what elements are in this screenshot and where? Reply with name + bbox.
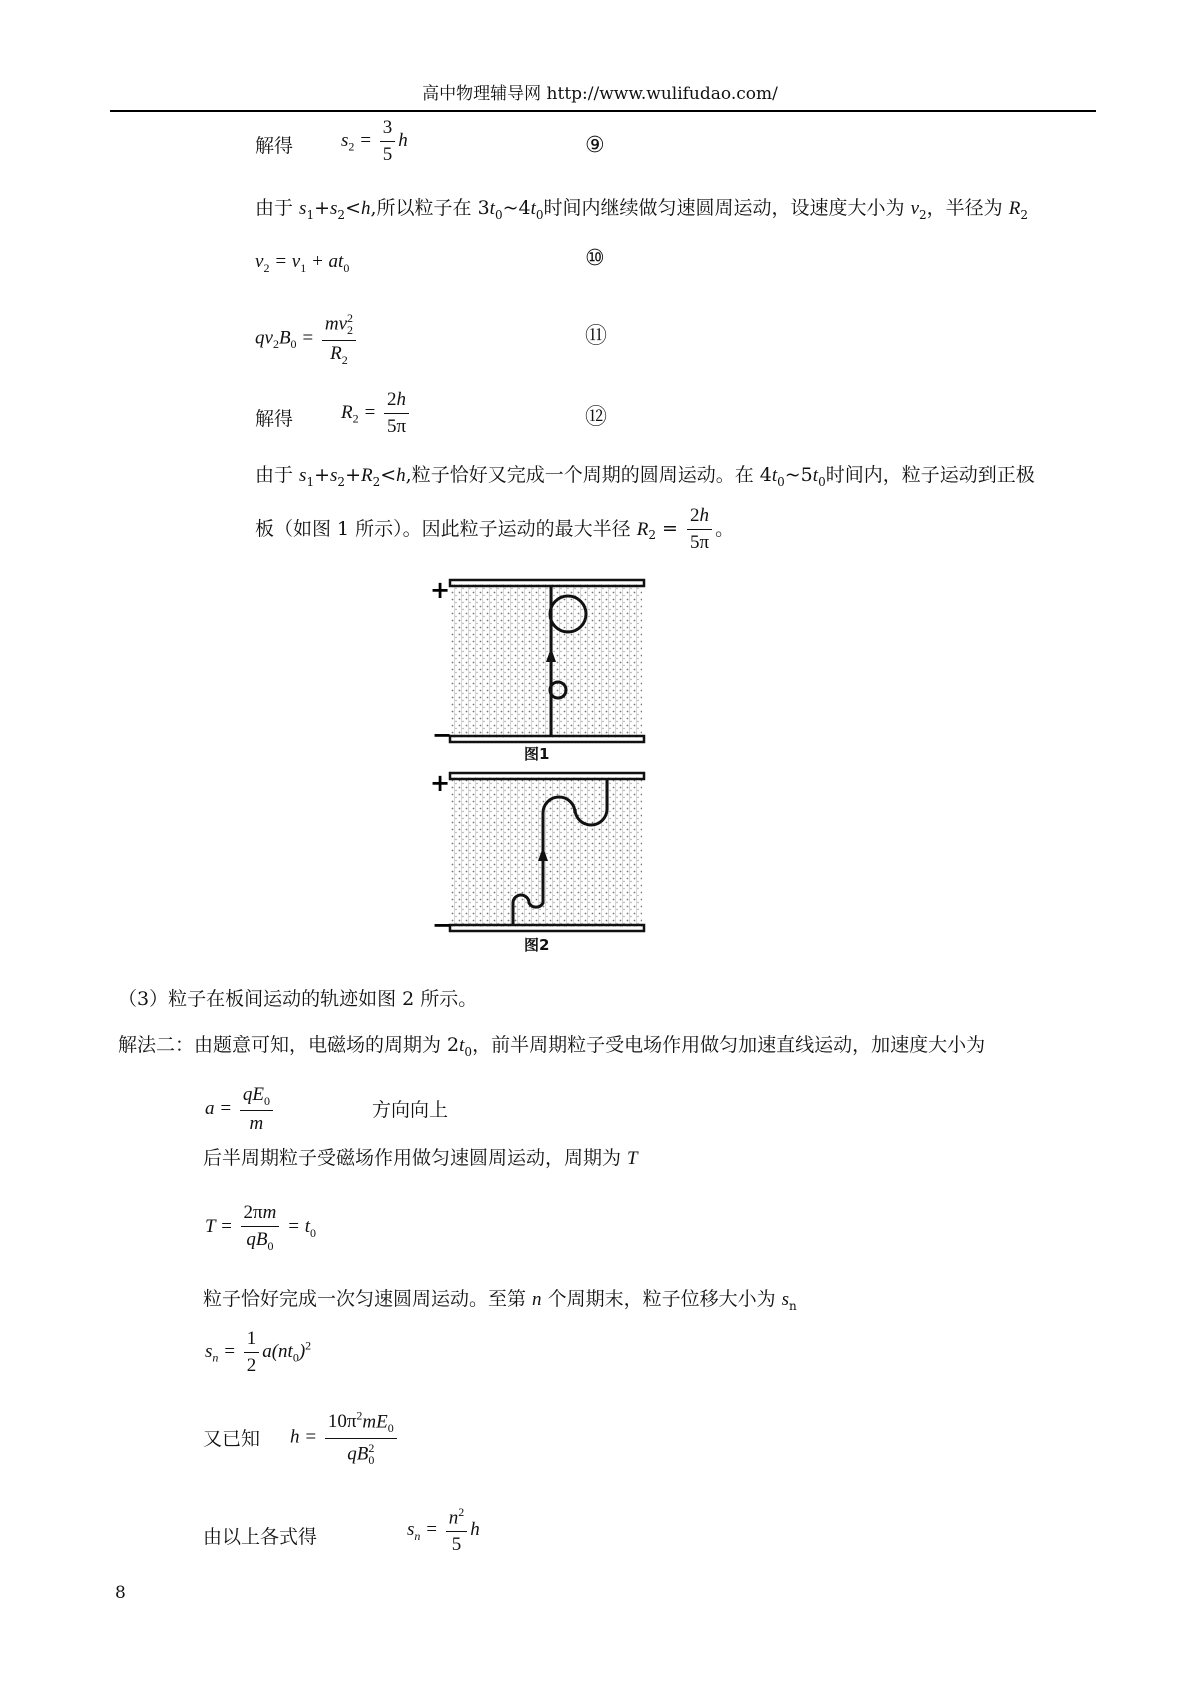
marker-9: ⑨ [585,133,605,158]
positive-plate [450,580,644,586]
text-method2: 解法二：由题意可知，电磁场的周期为 $2t_0$，前半周期粒子受电场作用做匀加速直线运动，加速度大小为 [118,1034,986,1059]
text-part3: （3）粒子在板间运动的轨迹如图 2 所示。 [118,988,478,1010]
label-jiede-1: 解得 [255,135,294,157]
negative-plate [450,925,644,931]
label-jiede-2: 解得 [255,408,294,430]
page-header: 高中物理辅导网 http://www.wulifudao.com/ [422,84,778,104]
plus-sign: + [430,576,451,604]
plus-sign: + [430,769,451,797]
eq-lorentz: $qv_2B_0$ = $\frac{mv_2^2}{R_2}$ [255,312,359,366]
minus-sign: − [432,721,453,749]
eq-sn-result: $s_n$ = $\frac{n^2}{5}$ h [407,1505,480,1556]
text-max-radius: 板（如图 1 所示）。因此粒子运动的最大半径 $R_2$ = $\frac{2h}{5\pi}$ 。 [255,505,735,553]
text-since-R2: 由于 $s_1+s_2+R_2<h$,粒子恰好又完成一个周期的圆周运动。在 $4t_0\sim 5t_0$时间内，粒子运动到正极 [255,464,1035,489]
eq-period: T = $\frac{2\pi m}{qB_0}$ = $t_0$ [205,1202,316,1253]
marker-10: ⑩ [585,246,605,271]
figure-1-caption: 图1 [524,745,550,763]
marker-12: ⑫ [585,405,608,430]
text-complete-orbit: 粒子恰好完成一次匀速圆周运动。至第 n 个周期末，粒子位移大小为 $s_n$ [203,1288,797,1313]
eq-h: h = $\frac{10\pi^2mE_0}{qB_0^2}$ [290,1410,400,1466]
figure-2 [430,765,660,940]
eq-R2: $R_2$ = $\frac{2h}{5\pi}$ [341,390,412,437]
header-rule [110,110,1096,112]
eq-sn-def: $s_n$ = $\frac{1}{2}$ $a(nt_0)^2$ [205,1328,312,1376]
figure-1 [430,570,660,750]
negative-plate [450,736,644,742]
page-number: 8 [115,1583,126,1603]
minus-sign: − [432,911,453,939]
text-since-s1s2: 由于 $s_1+s_2<h$,所以粒子在 $3t_0\sim 4t_0$时间内继续做匀速圆周运动，设速度大小为 $v_2$，半径为 $R_2$ [255,197,1028,222]
text-direction: 方向向上 [372,1099,449,1121]
positive-plate [450,773,644,779]
eq-s2: $s_2$ = $\frac{3}{5}$ h [341,117,408,165]
figure-2-caption: 图2 [524,936,550,954]
eq-v2: $v_2 = v_1 + at_0$ [255,251,350,275]
field-region [450,584,642,738]
label-from-above: 由以上各式得 [203,1526,318,1548]
marker-11: ⑪ [585,324,608,349]
text-half-period: 后半周期粒子受磁场作用做匀速圆周运动，周期为 T [203,1147,638,1169]
field-region [450,777,642,927]
eq-acceleration: a = $\frac{qE_0}{m}$ [205,1085,276,1134]
label-youyizhi: 又已知 [203,1428,261,1450]
